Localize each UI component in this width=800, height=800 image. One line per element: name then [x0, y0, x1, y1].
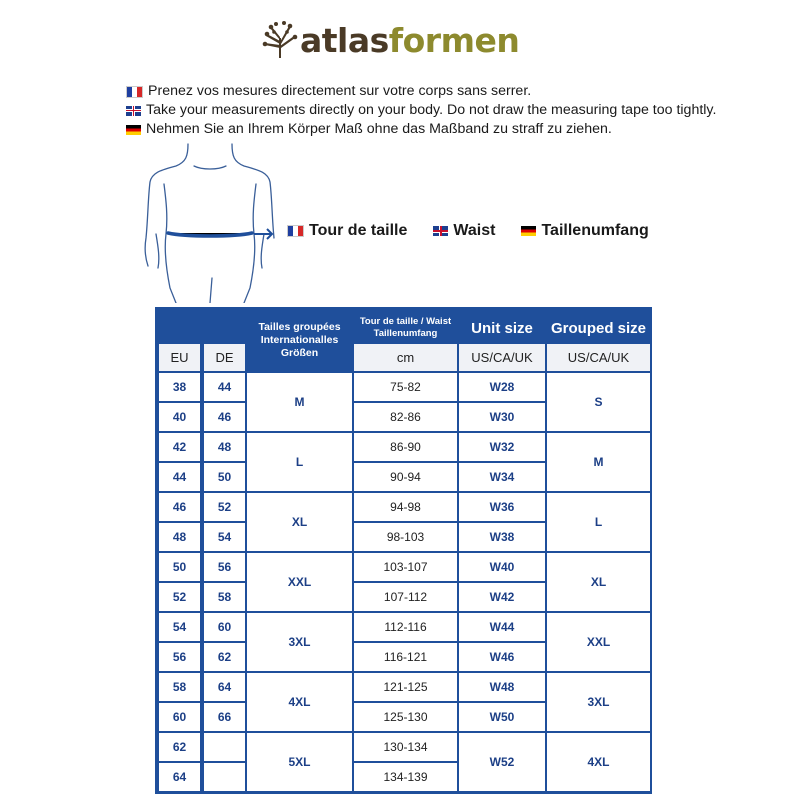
- unit-size-cell: W50: [459, 703, 545, 731]
- subheader-us-grouped: US/CA/UK: [547, 344, 650, 371]
- de-size-cell: 46: [204, 403, 245, 431]
- de-size-cell: 64: [204, 673, 245, 701]
- header-grouped-size: Grouped size: [550, 319, 647, 337]
- eu-size-cell: 62: [159, 733, 200, 761]
- subheader-eu: EU: [159, 344, 200, 371]
- de-size-cell: 50: [204, 463, 245, 491]
- german-flag-icon: [126, 125, 141, 135]
- de-size-cell: 62: [204, 643, 245, 671]
- instruction-fr: [126, 82, 716, 101]
- eu-size-cell: 56: [159, 643, 200, 671]
- grouped-intl-cell: 5XL: [247, 733, 352, 791]
- legend-label: Tour de taille: [309, 222, 408, 239]
- unit-size-cell: W44: [459, 613, 545, 641]
- waist-cm-cell: 112-116: [354, 613, 457, 641]
- unit-size-cell: W28: [459, 373, 545, 401]
- eu-size-cell: 44: [159, 463, 200, 491]
- eu-size-cell: 64: [159, 763, 200, 791]
- waist-cm-cell: 86-90: [354, 433, 457, 461]
- subheader-de: DE: [204, 344, 245, 371]
- de-size-cell: 48: [204, 433, 245, 461]
- grouped-intl-cell: XL: [247, 493, 352, 551]
- instruction-text: Take your measurements directly on your body. Do not draw the measuring tape too tightly.: [146, 102, 717, 118]
- eu-size-cell: 54: [159, 613, 200, 641]
- unit-size-cell: W42: [459, 583, 545, 611]
- brand-logo: [262, 18, 519, 62]
- grouped-intl-cell: L: [247, 433, 352, 491]
- eu-size-cell: 60: [159, 703, 200, 731]
- waist-cm-cell: 94-98: [354, 493, 457, 521]
- waist-cm-cell: 125-130: [354, 703, 457, 731]
- waist-cm-cell: 75-82: [354, 373, 457, 401]
- brand-name: [300, 21, 519, 60]
- waist-cm-cell: 82-86: [354, 403, 457, 431]
- grouped-intl-cell: M: [247, 373, 352, 431]
- de-size-cell: 58: [204, 583, 245, 611]
- legend-label: Taillenumfang: [541, 222, 649, 239]
- instruction-de: [126, 120, 716, 139]
- instruction-text: Prenez vos mesures directement sur votre corps sans serrer.: [148, 83, 532, 99]
- legend-label: Waist: [453, 222, 496, 239]
- de-size-cell: 54: [204, 523, 245, 551]
- tree-logo-icon: [262, 20, 298, 60]
- grouped-us-cell: L: [547, 493, 650, 551]
- unit-size-cell: W32: [459, 433, 545, 461]
- eu-size-cell: 58: [159, 673, 200, 701]
- header-grouped-intl: Tailles groupées Internationalles Größen: [258, 320, 341, 359]
- eu-size-cell: 52: [159, 583, 200, 611]
- legend-item-fr: [287, 222, 407, 240]
- de-size-cell: 60: [204, 613, 245, 641]
- brand-name-part2: formen: [388, 20, 520, 60]
- subheader-cm: cm: [354, 344, 457, 371]
- german-flag-icon: [521, 226, 536, 236]
- de-size-cell: 44: [204, 373, 245, 401]
- uk-flag-icon: [433, 226, 448, 236]
- legend-item-uk: [433, 222, 495, 240]
- waist-cm-cell: 116-121: [354, 643, 457, 671]
- grouped-intl-cell: 3XL: [247, 613, 352, 671]
- french-flag-icon: [287, 225, 304, 237]
- legend-item-de: [521, 222, 648, 240]
- french-flag-icon: [126, 86, 143, 98]
- eu-size-cell: 46: [159, 493, 200, 521]
- header-waist: Tour de taille / Waist Taillenumfang: [359, 316, 452, 339]
- subheader-us-unit: US/CA/UK: [459, 344, 545, 371]
- eu-size-cell: 40: [159, 403, 200, 431]
- unit-size-cell: W40: [459, 553, 545, 581]
- instructions: [126, 82, 716, 139]
- eu-size-cell: 48: [159, 523, 200, 551]
- unit-size-cell: W52: [459, 733, 545, 791]
- unit-size-cell: W48: [459, 673, 545, 701]
- uk-flag-icon: [126, 106, 141, 116]
- waist-cm-cell: 121-125: [354, 673, 457, 701]
- grouped-intl-cell: 4XL: [247, 673, 352, 731]
- unit-size-cell: W34: [459, 463, 545, 491]
- waist-cm-cell: 103-107: [354, 553, 457, 581]
- waist-cm-cell: 98-103: [354, 523, 457, 551]
- eu-size-cell: 42: [159, 433, 200, 461]
- unit-size-cell: W38: [459, 523, 545, 551]
- waist-cm-cell: 90-94: [354, 463, 457, 491]
- eu-size-cell: 50: [159, 553, 200, 581]
- size-chart-table: [155, 307, 652, 794]
- de-size-cell: 66: [204, 703, 245, 731]
- unit-size-cell: W46: [459, 643, 545, 671]
- header-unit-size: Unit size: [471, 319, 533, 337]
- waist-cm-cell: 107-112: [354, 583, 457, 611]
- grouped-us-cell: S: [547, 373, 650, 431]
- de-size-cell: [204, 733, 245, 761]
- brand-name-part1: atlas: [300, 20, 389, 60]
- grouped-intl-cell: XXL: [247, 553, 352, 611]
- de-size-cell: 52: [204, 493, 245, 521]
- instruction-text: Nehmen Sie an Ihrem Körper Maß ohne das Maßband zu straff zu ziehen.: [146, 121, 612, 137]
- unit-size-cell: W30: [459, 403, 545, 431]
- eu-size-cell: 38: [159, 373, 200, 401]
- waist-cm-cell: 130-134: [354, 733, 457, 761]
- de-size-cell: [204, 763, 245, 791]
- body-outline-illustration: [136, 138, 276, 303]
- grouped-us-cell: XXL: [547, 613, 650, 671]
- grouped-us-cell: XL: [547, 553, 650, 611]
- grouped-us-cell: M: [547, 433, 650, 491]
- unit-size-cell: W36: [459, 493, 545, 521]
- de-size-cell: 56: [204, 553, 245, 581]
- grouped-us-cell: 3XL: [547, 673, 650, 731]
- waist-cm-cell: 134-139: [354, 763, 457, 791]
- grouped-us-cell: 4XL: [547, 733, 650, 791]
- measurement-legend: [287, 222, 649, 240]
- instruction-uk: [126, 101, 716, 120]
